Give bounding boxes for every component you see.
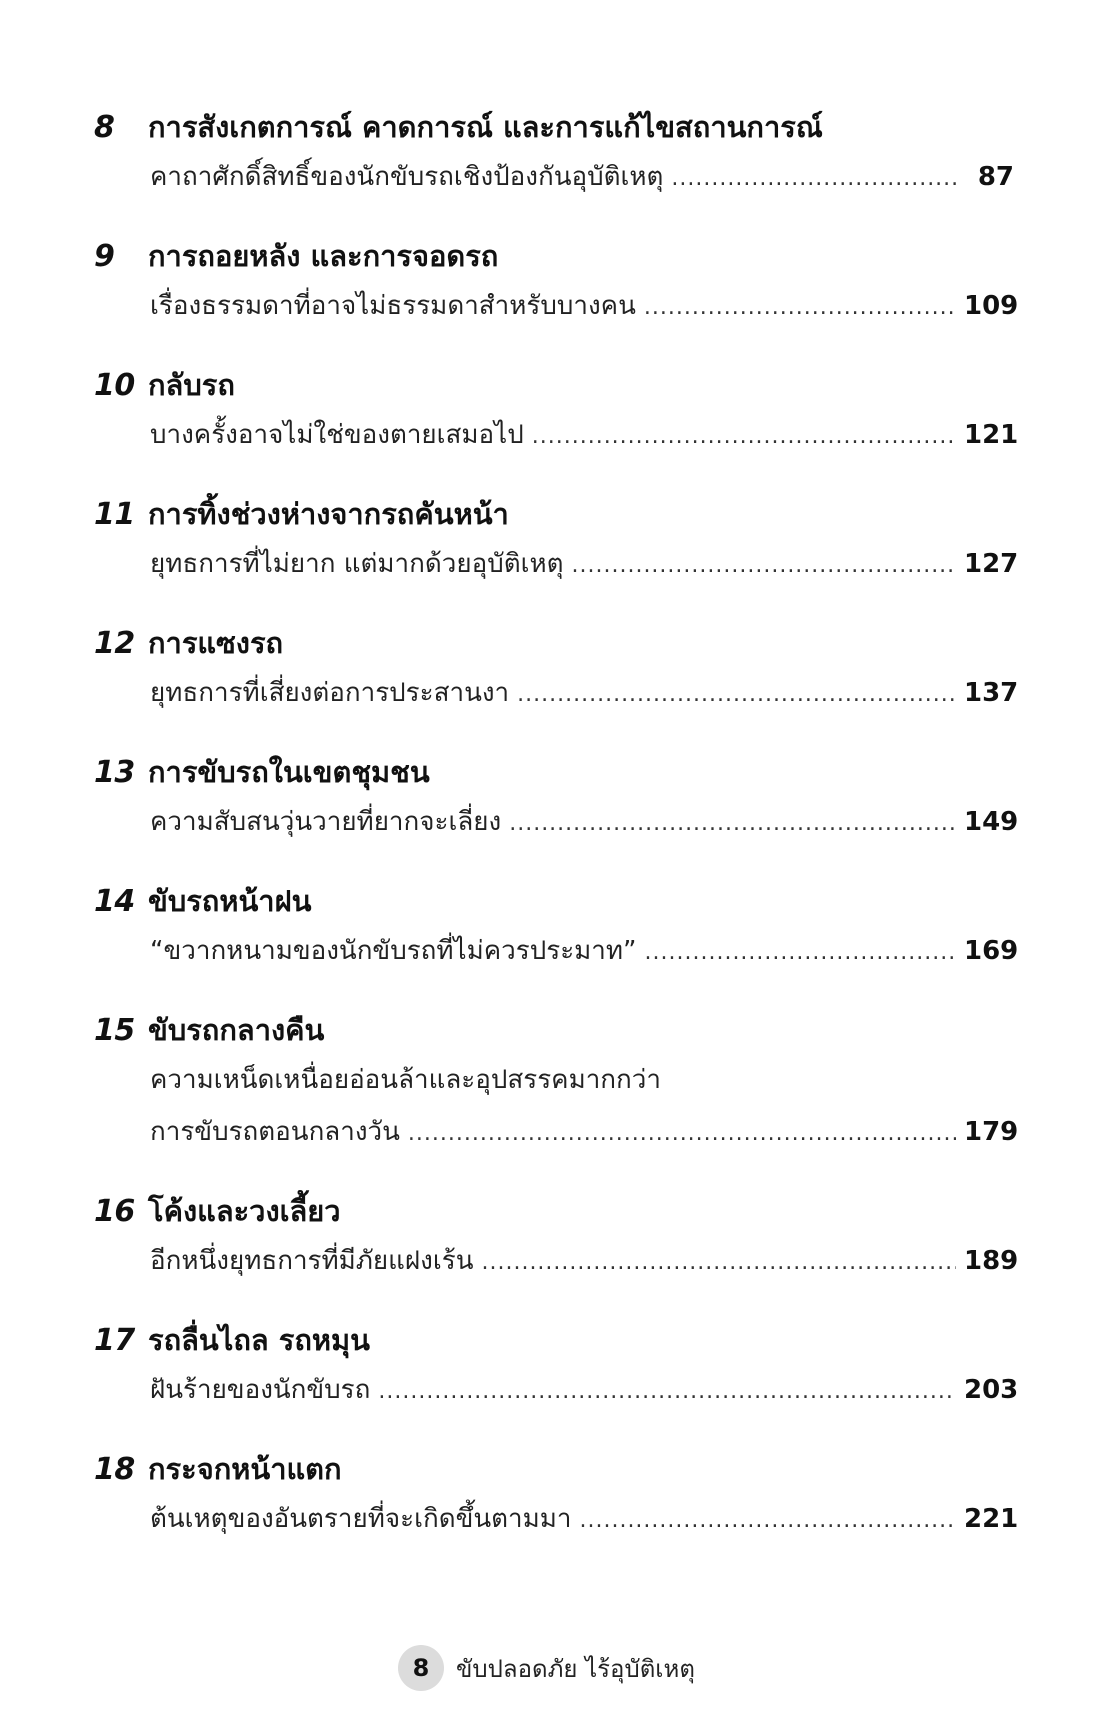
dot-leader <box>378 1379 956 1404</box>
chapter-title: รถลื่นไถล รถหมุน <box>148 1323 370 1357</box>
chapter-number: 9 <box>94 239 115 274</box>
toc-chapter-16 <box>94 1188 1019 1317</box>
chapter-number: 11 <box>94 497 135 532</box>
chapter-number: 15 <box>94 1013 135 1048</box>
page-number: 109 <box>964 291 1019 321</box>
chapter-subtitle: บางครั้งอาจไม่ใช่ของตายเสมอไป <box>150 420 524 450</box>
chapter-entry <box>150 1111 1019 1163</box>
chapter-title: การสังเกตการณ์ คาดการณ์ และการแก้ไขสถานการณ์ <box>148 110 823 144</box>
folio-badge <box>398 1645 444 1691</box>
dot-leader <box>579 1508 956 1533</box>
chapter-heading <box>94 1188 1014 1240</box>
chapter-title: กระจกหน้าแตก <box>148 1452 342 1486</box>
chapter-entry <box>150 414 1019 466</box>
chapter-subtitle: ยุทธการที่เสี่ยงต่อการประสานงา <box>150 678 510 708</box>
chapter-entry <box>150 156 1014 208</box>
chapter-number: 8 <box>94 110 115 145</box>
chapter-title: การทิ้งช่วงห่างจากรถคันหน้า <box>148 497 509 531</box>
chapter-entry <box>150 1498 1019 1550</box>
chapter-number: 13 <box>94 755 135 790</box>
chapter-title: ขับรถกลางคืน <box>148 1013 325 1047</box>
page-number: 203 <box>964 1375 1019 1405</box>
chapter-heading <box>94 491 1014 543</box>
page-number: 169 <box>964 936 1019 966</box>
chapter-entry <box>150 285 1019 337</box>
dot-leader <box>481 1250 956 1275</box>
chapter-subtitle: เรื่องธรรมดาที่อาจไม่ธรรมดาสำหรับบางคน <box>150 291 636 321</box>
chapter-number: 17 <box>94 1323 135 1358</box>
chapter-heading <box>94 749 1014 801</box>
chapter-subtitle-line1: ความเหน็ดเหนื่อยอ่อนล้าและอุปสรรคมากกว่า <box>150 1065 661 1095</box>
page-number: 87 <box>977 162 1014 192</box>
chapter-heading <box>94 233 1014 285</box>
toc-chapter-15 <box>94 1007 1019 1188</box>
toc-chapter-18 <box>94 1446 1019 1575</box>
chapter-entry <box>150 672 1019 724</box>
chapter-subtitle: ความสับสนวุ่นวายที่ยากจะเลี่ยง <box>150 807 502 837</box>
chapter-number: 12 <box>94 626 135 661</box>
toc-chapter-12 <box>94 620 1019 749</box>
toc-chapter-14 <box>94 878 1019 1007</box>
chapter-entry-first-line <box>150 1059 1014 1111</box>
toc-chapter-9 <box>94 233 1019 362</box>
toc-chapter-11 <box>94 491 1019 620</box>
chapter-number: 10 <box>94 368 135 403</box>
toc-chapter-17 <box>94 1317 1019 1446</box>
chapter-subtitle: “ขวากหนามของนักขับรถที่ไม่ควรประมาท” <box>150 936 637 966</box>
dot-leader <box>509 811 956 836</box>
chapter-title: โค้งและวงเลี้ยว <box>148 1194 341 1228</box>
dot-leader <box>517 682 956 707</box>
dot-leader <box>671 166 956 191</box>
chapter-title: การถอยหลัง และการจอดรถ <box>148 239 499 273</box>
chapter-entry <box>150 930 1019 982</box>
dot-leader <box>532 424 956 449</box>
chapter-title: การแซงรถ <box>148 626 284 660</box>
chapter-heading <box>94 362 1014 414</box>
page-number: 121 <box>964 420 1019 450</box>
chapter-subtitle: การขับรถตอนกลางวัน <box>150 1117 400 1147</box>
chapter-entry <box>150 1240 1019 1292</box>
dot-leader <box>572 553 957 578</box>
toc-chapter-8 <box>94 104 1014 233</box>
chapter-subtitle: ยุทธการที่ไม่ยาก แต่มากด้วยอุบัติเหตุ <box>150 549 564 579</box>
chapter-heading <box>94 1446 1014 1498</box>
chapter-number: 14 <box>94 884 135 919</box>
page-number: 221 <box>964 1504 1019 1534</box>
chapter-title: กลับรถ <box>148 368 235 402</box>
toc-chapter-10 <box>94 362 1019 491</box>
folio-page-number: 8 <box>412 1654 430 1682</box>
page-number: 127 <box>964 549 1019 579</box>
chapter-entry <box>150 543 1019 595</box>
chapter-subtitle: อีกหนึ่งยุทธการที่มีภัยแฝงเร้น <box>150 1246 474 1276</box>
chapter-heading <box>94 1007 1014 1059</box>
table-of-contents <box>94 104 1019 1575</box>
chapter-heading <box>94 878 1014 930</box>
dot-leader <box>408 1121 956 1146</box>
chapter-entry <box>150 801 1019 853</box>
chapter-number: 16 <box>94 1194 135 1229</box>
chapter-heading <box>94 1317 1014 1369</box>
chapter-heading <box>94 620 1014 672</box>
chapter-entry <box>150 1369 1019 1421</box>
toc-chapter-13 <box>94 749 1019 878</box>
page-footer <box>398 1645 695 1691</box>
page-number: 189 <box>964 1246 1019 1276</box>
chapter-subtitle: ฝันร้ายของนักขับรถ <box>150 1375 371 1405</box>
chapter-subtitle: ต้นเหตุของอันตรายที่จะเกิดขึ้นตามมา <box>150 1504 572 1534</box>
running-title: ขับปลอดภัย ไร้อุบัติเหตุ <box>456 1654 695 1683</box>
chapter-title: ขับรถหน้าฝน <box>148 884 312 918</box>
page-number: 137 <box>964 678 1019 708</box>
chapter-heading <box>94 104 1014 156</box>
page-number: 179 <box>964 1117 1019 1147</box>
chapter-title: การขับรถในเขตชุมชน <box>148 755 430 789</box>
chapter-number: 18 <box>94 1452 135 1487</box>
page-number: 149 <box>964 807 1019 837</box>
dot-leader <box>644 295 956 320</box>
chapter-subtitle: คาถาศักดิ์สิทธิ์ของนักขับรถเชิงป้องกันอุบัติเหตุ <box>150 162 664 192</box>
dot-leader <box>645 940 956 965</box>
